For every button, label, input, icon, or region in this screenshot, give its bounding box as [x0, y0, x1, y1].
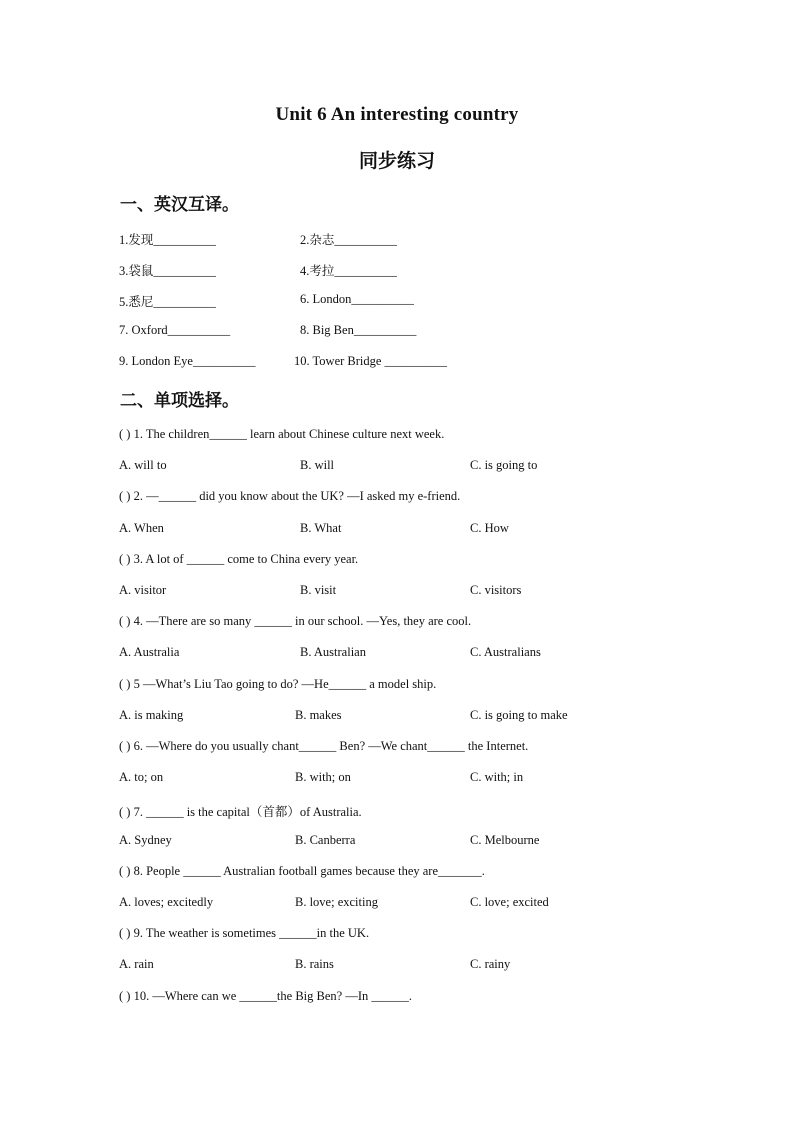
question-stem: ( ) 1. The children______ learn about Chinese culture next week. — [119, 427, 445, 441]
option-b: B. love; exciting — [295, 895, 378, 909]
option-c: C. rainy — [470, 957, 511, 971]
vocab-item: 5.悉尼__________ — [119, 295, 216, 309]
question-stem: ( ) 7. ______ is the capital（首都）of Australia. — [119, 805, 362, 819]
option-c: C. is going to make — [470, 708, 568, 722]
question-stem: ( ) 3. A lot of ______ come to China every year. — [119, 552, 359, 566]
vocab-item: 4.考拉__________ — [300, 264, 397, 278]
question-stem: ( ) 9. The weather is sometimes ______in the UK. — [119, 926, 370, 940]
vocab-item: 6. London__________ — [300, 292, 414, 306]
option-c: C. visitors — [470, 583, 522, 597]
page-title: Unit 6 An interesting country — [275, 104, 519, 125]
option-c: C. love; excited — [470, 895, 549, 909]
option-c: C. How — [470, 521, 509, 535]
vocab-item: 3.袋鼠__________ — [119, 264, 216, 278]
option-a: A. loves; excitedly — [119, 895, 214, 909]
option-c: C. Australians — [470, 645, 541, 659]
vocab-item: 10. Tower Bridge __________ — [294, 354, 448, 368]
option-a: A. to; on — [119, 770, 164, 784]
option-a: A. is making — [119, 708, 184, 722]
option-b: B. makes — [295, 708, 342, 722]
option-c: C. with; in — [470, 770, 524, 784]
option-b: B. Canberra — [295, 833, 356, 847]
question-stem: ( ) 8. People ______ Australian football games because they are_______. — [119, 864, 485, 878]
option-b: B. visit — [300, 583, 337, 597]
option-a: A. will to — [119, 458, 167, 472]
option-c: C. Melbourne — [470, 833, 540, 847]
question-stem: ( ) 4. —There are so many ______ in our school. —Yes, they are cool. — [119, 614, 472, 628]
option-a: A. When — [119, 521, 164, 535]
section1-heading: 一、英汉互译。 — [120, 195, 239, 215]
vocab-item: 1.发现__________ — [119, 233, 216, 247]
vocab-item: 2.杂志__________ — [300, 233, 397, 247]
option-b: B. What — [300, 521, 342, 535]
vocab-item: 8. Big Ben__________ — [300, 323, 417, 337]
question-stem: ( ) 10. —Where can we ______the Big Ben? —In ______. — [119, 989, 412, 1003]
option-b: B. rains — [295, 957, 334, 971]
option-a: A. rain — [119, 957, 154, 971]
option-a: A. Sydney — [119, 833, 172, 847]
vocab-item: 9. London Eye__________ — [119, 354, 256, 368]
section2-heading: 二、单项选择。 — [120, 391, 239, 411]
question-stem: ( ) 5 —What’s Liu Tao going to do? —He______ a model ship. — [119, 677, 437, 691]
option-b: B. will — [300, 458, 335, 472]
option-b: B. with; on — [295, 770, 351, 784]
page-subtitle: 同步练习 — [358, 151, 435, 172]
option-c: C. is going to — [470, 458, 538, 472]
option-b: B. Australian — [300, 645, 366, 659]
option-a: A. Australia — [119, 645, 180, 659]
option-a: A. visitor — [119, 583, 167, 597]
question-stem: ( ) 2. —______ did you know about the UK? —I asked my e-friend. — [119, 489, 461, 503]
question-stem: ( ) 6. —Where do you usually chant______ Ben? —We chant______ the Internet. — [119, 739, 529, 753]
vocab-item: 7. Oxford__________ — [119, 323, 231, 337]
